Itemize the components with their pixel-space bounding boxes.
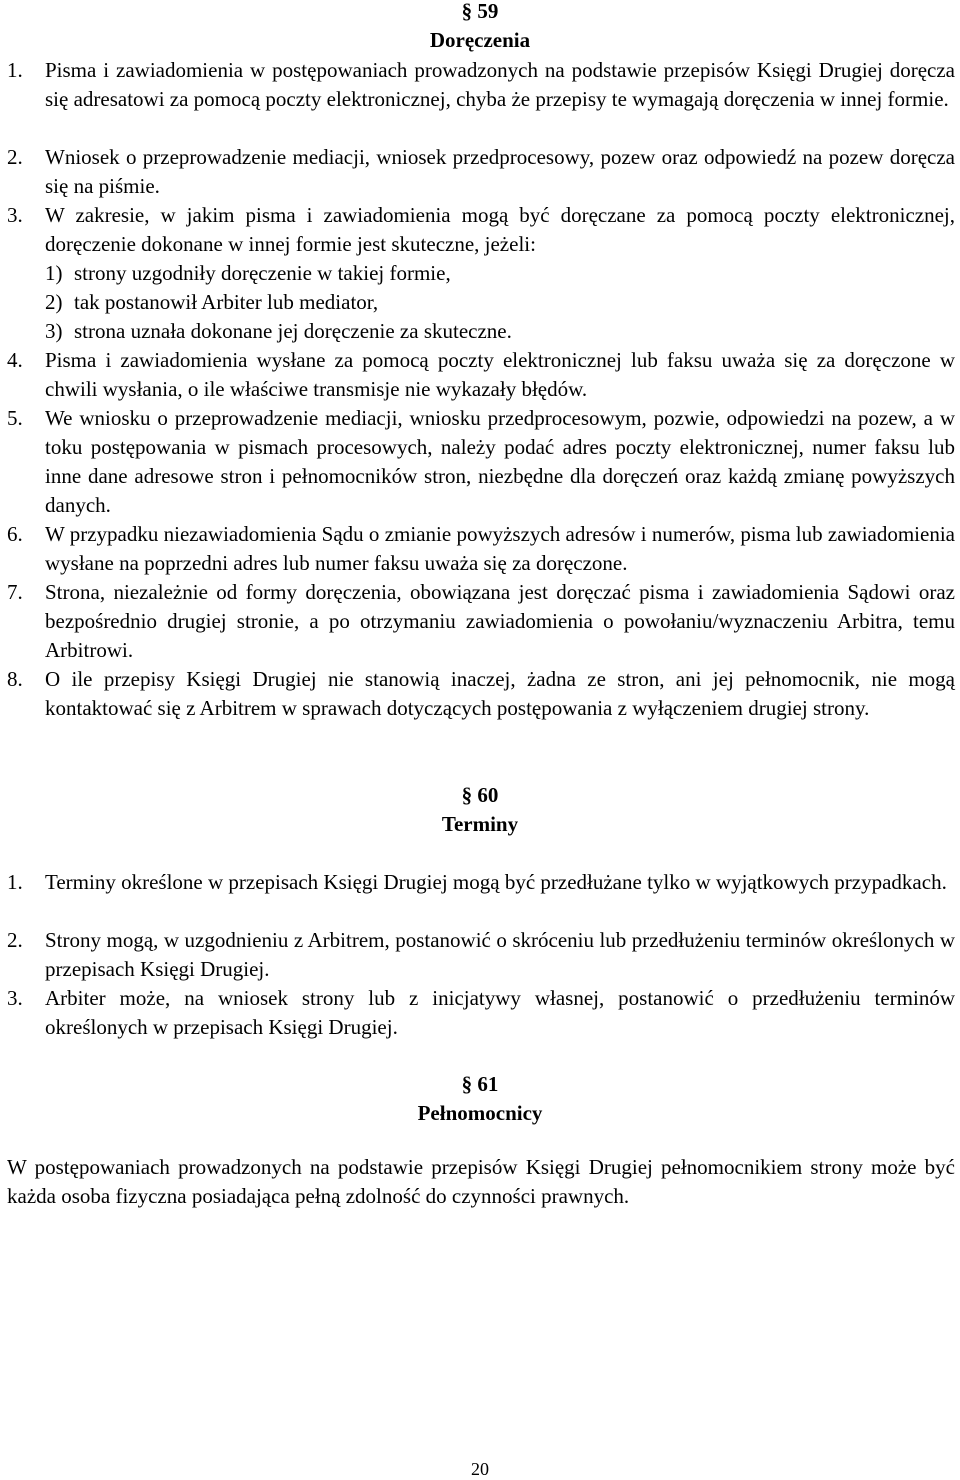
s59-subitem-3 [45, 317, 925, 346]
subitem-text: tak postanowił Arbiter lub mediator, [74, 290, 379, 314]
item-number: 4. [7, 348, 23, 372]
subitem-text: strona uznała dokonane jej doręczenie za skuteczne. [74, 319, 512, 343]
item-number: 1. [7, 58, 23, 82]
s59-item-1 [7, 56, 955, 114]
section-61-title: Pełnomocnicy [417, 1101, 543, 1125]
item-number: 3. [7, 986, 23, 1010]
s59-subitem-2 [45, 288, 925, 317]
s61-paragraph: W postępowaniach prowadzonych na podstawie przepisów Księgi Drugiej pełnomocnikiem strony może być każda osoba fizyczna posiadająca pełną zdolność do czynności prawnych. [7, 1155, 955, 1208]
subitem-number: 3) [45, 319, 63, 343]
item-number: 5. [7, 406, 23, 430]
item-number: 8. [7, 667, 23, 691]
item-text: Terminy określone w przepisach Księgi Drugiej mogą być przedłużane tylko w wyjątkowych przypadkach. [45, 870, 947, 894]
item-number: 3. [7, 203, 23, 227]
s59-item-8 [7, 665, 955, 723]
item-number: 7. [7, 580, 23, 604]
s59-item-7 [7, 578, 955, 665]
item-text: Strony mogą, w uzgodnieniu z Arbitrem, postanowić o skróceniu lub przedłużeniu terminów określonych w przepisach Księgi Drugiej. [45, 928, 955, 981]
s59-item-3 [7, 201, 955, 259]
item-text: W przypadku niezawiadomienia Sądu o zmianie powyższych adresów i numerów, pisma lub zawiadomienia wysłane na poprzedni adres lub numer faksu uważa się za doręczone. [45, 522, 955, 575]
s59-item-4 [7, 346, 955, 404]
item-text: O ile przepisy Księgi Drugiej nie stanowią inaczej, żadna ze stron, ani jej pełnomocnik, nie mogą kontaktować się z Arbitrem w sprawach dotyczących postępowania z wyłączeniem drugiej strony. [45, 667, 955, 720]
item-number: 1. [7, 870, 23, 894]
section-60-title: Terminy [441, 812, 519, 836]
section-59-title: Doręczenia [429, 28, 531, 52]
s59-subitem-1 [45, 259, 925, 288]
page-number: 20 [471, 1459, 489, 1479]
item-text: Wniosek o przeprowadzenie mediacji, wniosek przedprocesowy, pozew oraz odpowiedź na pozew doręcza się na piśmie. [45, 145, 955, 198]
section-59-number: § 59 [461, 0, 499, 23]
item-text: Pisma i zawiadomienia w postępowaniach prowadzonych na podstawie przepisów Księgi Drugiej doręcza się adresatowi za pomocą poczty elektronicznej, chyba że przepisy te wymagają doręczenia w innej formie. [45, 58, 955, 111]
item-number: 6. [7, 522, 23, 546]
item-text: We wniosku o przeprowadzenie mediacji, wniosku przedprocesowym, pozwie, odpowiedzi na pozew, a w toku postępowania w pismach procesowych, należy podać adres poczty elektronicznej, numer faksu lub inne dane adresowe stron i pełnomocników stron, niezbędne dla doręczeń oraz każdą zmianę powyższych danych. [45, 406, 955, 517]
s59-item-6 [7, 520, 955, 578]
section-61-number: § 61 [461, 1072, 499, 1096]
item-text: Strona, niezależnie od formy doręczenia, obowiązana jest doręczać pisma i zawiadomienia Sądowi oraz bezpośrednio drugiej stronie, a po otrzymaniu zawiadomienia o powołaniu/wyznaczeniu Arbitra, temu Arbitrowi. [45, 580, 955, 662]
item-text: Arbiter może, na wniosek strony lub z inicjatywy własnej, postanowić o przedłużeniu terminów określonych w przepisach Księgi Drugiej. [45, 986, 955, 1039]
item-number: 2. [7, 145, 23, 169]
s60-item-3 [7, 984, 955, 1042]
subitem-text: strony uzgodniły doręczenie w takiej formie, [74, 261, 451, 285]
s59-item-2 [7, 143, 955, 201]
section-60-number: § 60 [461, 783, 499, 807]
item-number: 2. [7, 928, 23, 952]
s60-item-1 [7, 868, 955, 897]
subitem-number: 2) [45, 290, 63, 314]
item-text: Pisma i zawiadomienia wysłane za pomocą poczty elektronicznej lub faksu uważa się za doręczone w chwili wysłania, o ile właściwe transmisje nie wykazały błędów. [45, 348, 955, 401]
s60-item-2 [7, 926, 955, 984]
item-text: W zakresie, w jakim pisma i zawiadomienia mogą być doręczane za pomocą poczty elektronicznej, doręczenie dokonane w innej formie jest skuteczne, jeżeli: [45, 203, 955, 256]
s59-item-5 [7, 404, 955, 520]
subitem-number: 1) [45, 261, 63, 285]
